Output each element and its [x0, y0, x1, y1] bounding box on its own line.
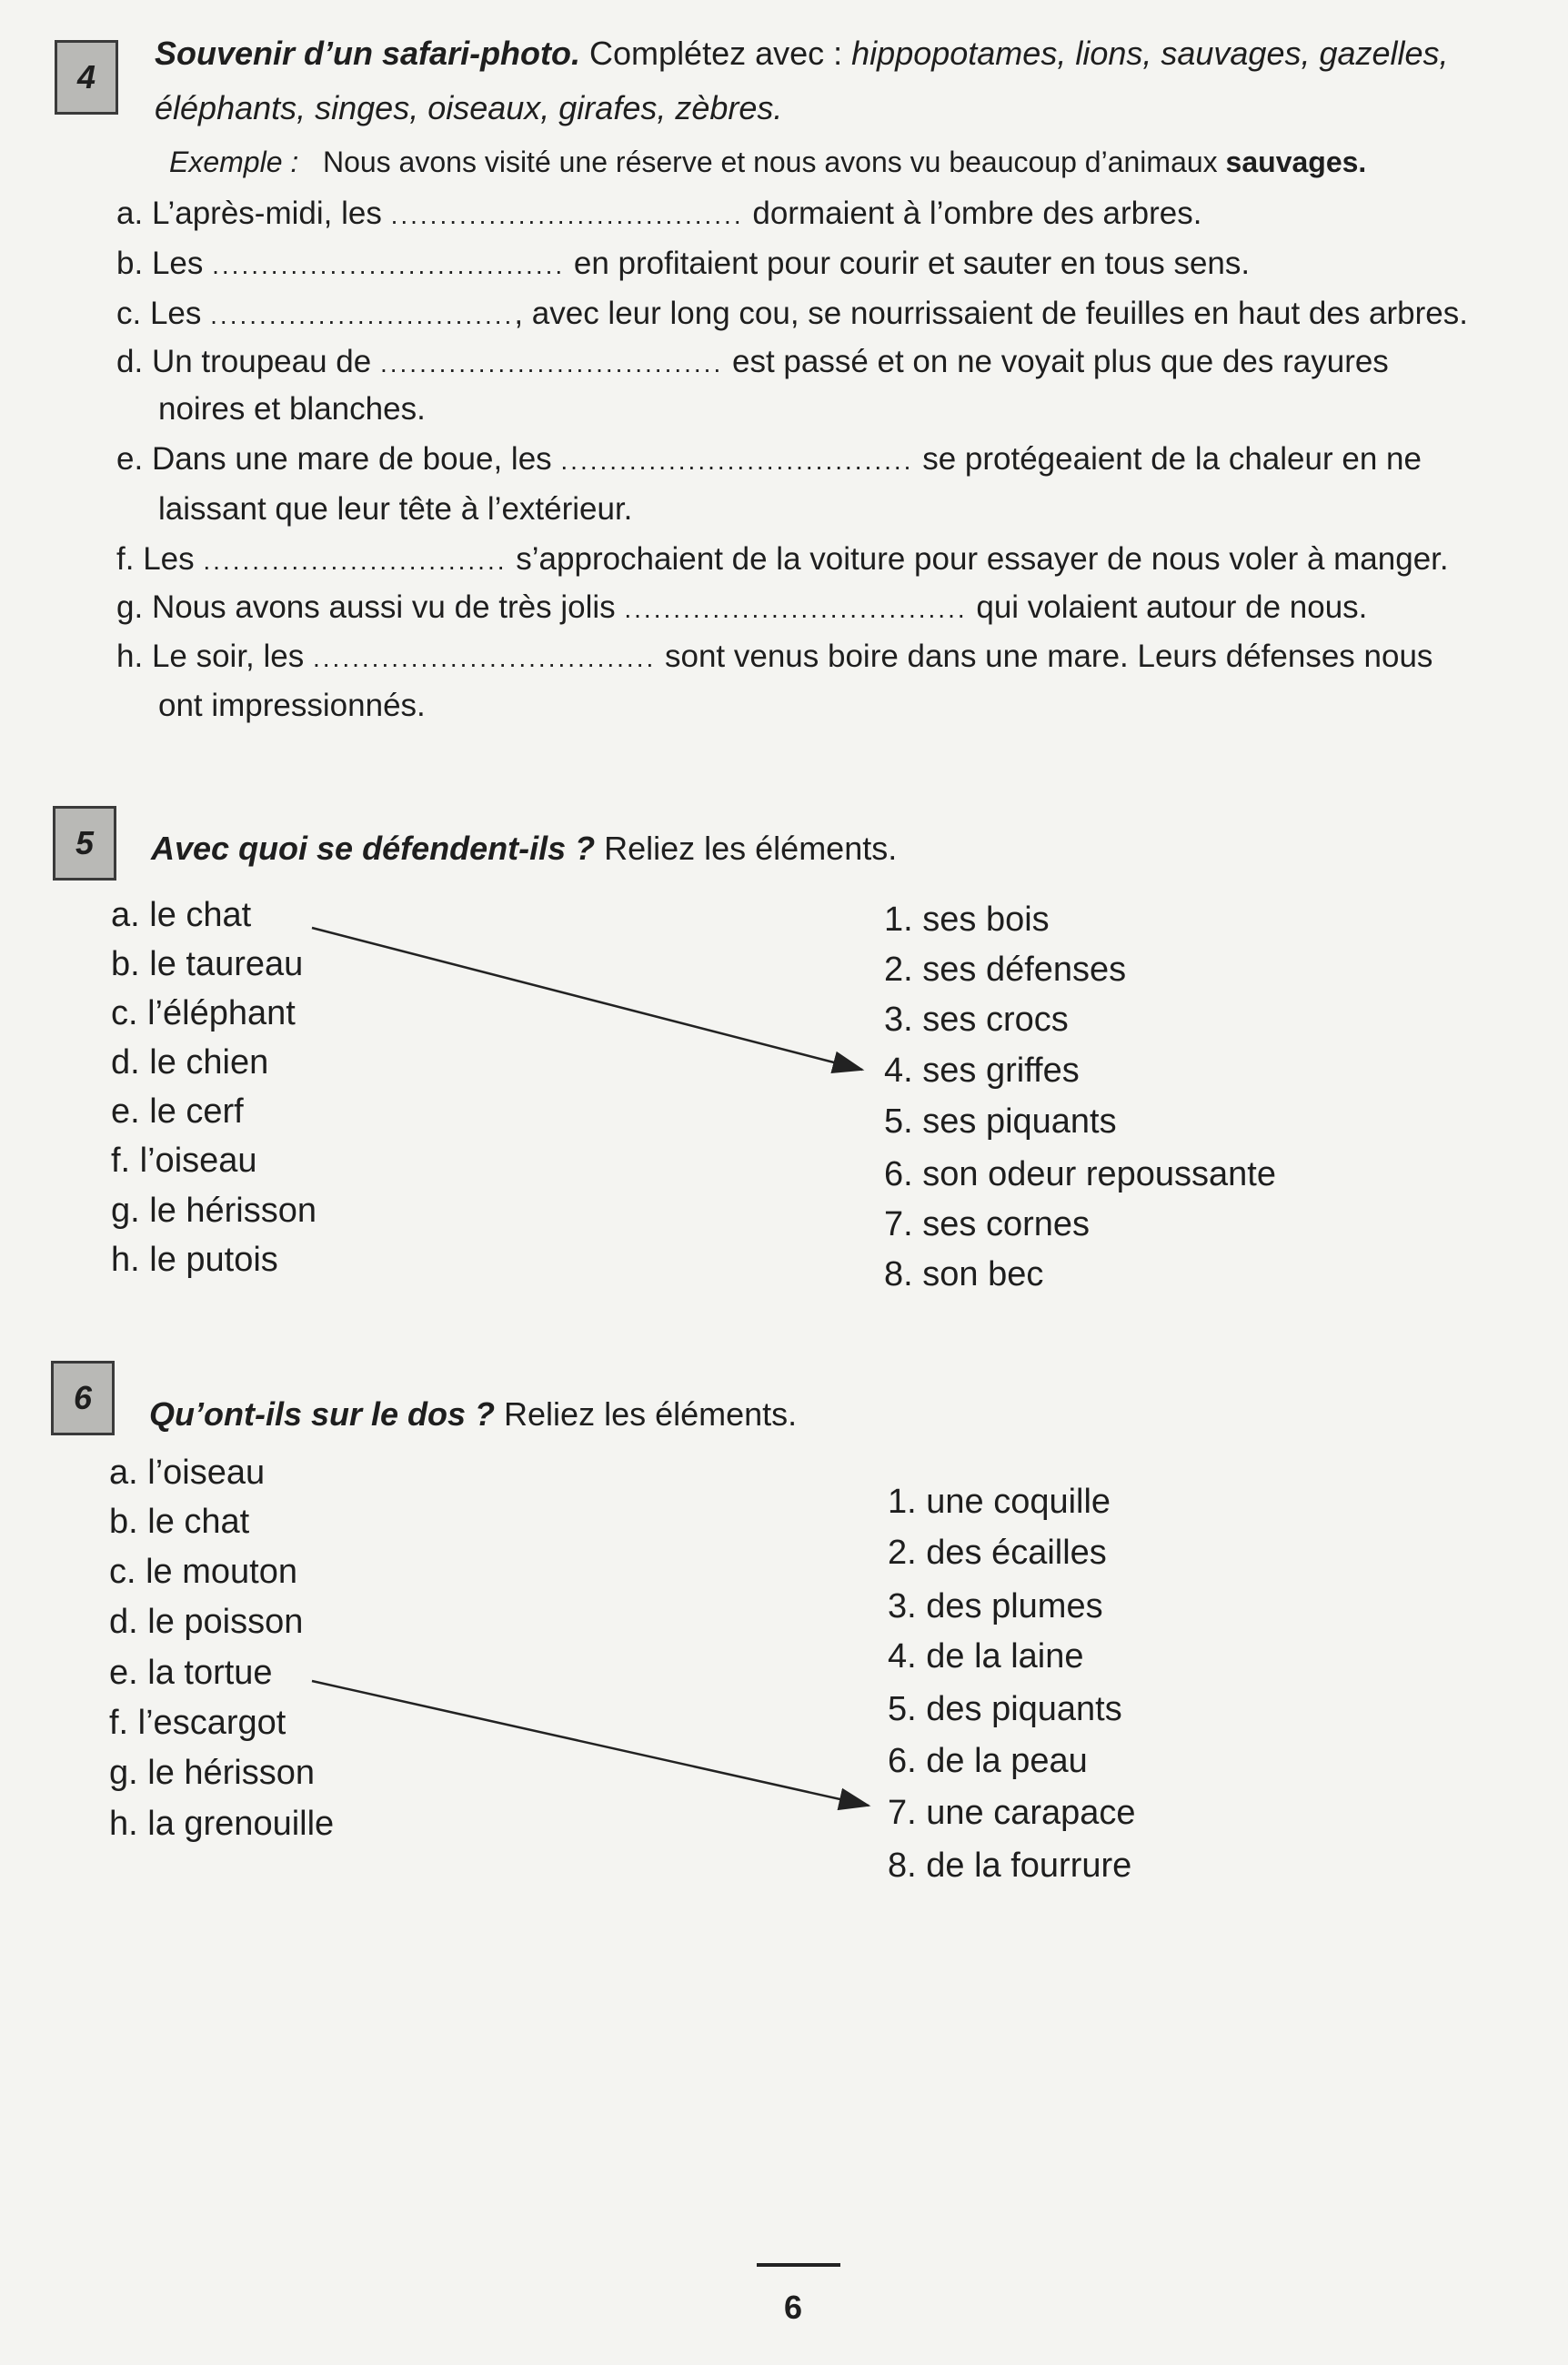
exercise-6-left-item[interactable]: g. le hérisson — [109, 1754, 316, 1792]
exercise-6-title-plain: Reliez les éléments. — [495, 1395, 798, 1433]
exercise-5-right-item[interactable]: 6. son odeur repoussante — [884, 1155, 1276, 1193]
exercise-4-item-d-cont: noires et blanches. — [158, 391, 426, 427]
exercise-5-number: 5 — [75, 824, 95, 861]
item-before: Les — [143, 541, 195, 577]
item-letter: h. — [116, 639, 144, 674]
exercise-5-title-plain: Reliez les éléments. — [595, 830, 898, 867]
exercise-4-title-bold: Souvenir d’un safari-photo. — [155, 35, 581, 72]
answer-blank[interactable]: ............................... — [203, 547, 508, 575]
exercise-4-number: 4 — [76, 58, 96, 96]
exercise-6-example-arrow — [312, 1681, 869, 1806]
answer-blank[interactable]: ................................... — [312, 644, 657, 672]
exercise-6-right-item[interactable]: 2. des écailles — [888, 1534, 1107, 1572]
exercise-5-left-item[interactable]: d. le chien — [111, 1043, 269, 1082]
exercise-5-left-item[interactable]: g. le hérisson — [111, 1192, 317, 1230]
exercise-5-left-item[interactable]: f. l’oiseau — [111, 1142, 257, 1180]
item-letter: a. — [116, 196, 144, 231]
item-after: qui volaient autour de nous. — [976, 589, 1368, 625]
exercise-4-example-answer: sauvages. — [1225, 146, 1367, 178]
item-before: Les — [151, 246, 204, 281]
exercise-6-left-item[interactable]: h. la grenouille — [109, 1805, 335, 1843]
exercise-5-left-item[interactable]: b. le taureau — [111, 945, 304, 983]
item-before: Nous avons aussi vu de très jolis — [151, 589, 616, 625]
exercise-6-right-item[interactable]: 8. de la fourrure — [888, 1847, 1132, 1885]
item-letter: d. — [116, 344, 144, 379]
exercise-6-right-item[interactable]: 4. de la laine — [888, 1637, 1084, 1676]
exercise-4-word-list-1: hippopotames, lions, sauvages, gazelles, — [851, 35, 1449, 72]
answer-blank[interactable]: ............................... — [210, 301, 515, 329]
item-after: en profitaient pour courir et sauter en tous sens. — [573, 246, 1251, 281]
exercise-5-left-item[interactable]: e. le cerf — [111, 1092, 244, 1131]
exercise-6-number: 6 — [73, 1379, 93, 1416]
exercise-5-right-item[interactable]: 1. ses bois — [884, 901, 1050, 939]
exercise-6-left-item[interactable]: c. le mouton — [109, 1553, 297, 1591]
exercise-5-left-item[interactable]: a. le chat — [111, 896, 252, 934]
exercise-4-example-label: Exemple : — [169, 146, 299, 178]
page-number: 6 — [784, 2289, 803, 2326]
exercise-6-title-bold: Qu’ont-ils sur le dos ? — [149, 1395, 496, 1433]
item-letter: b. — [116, 246, 144, 281]
item-letter: g. — [116, 589, 144, 625]
exercise-4-item-e-cont: laissant que leur tête à l’extérieur. — [158, 491, 633, 527]
answer-blank[interactable]: .................................... — [390, 201, 744, 229]
exercise-6-left-item[interactable]: b. le chat — [109, 1503, 250, 1541]
exercise-5-right-item[interactable]: 4. ses griffes — [884, 1052, 1080, 1090]
item-after: , avec leur long cou, se nourrissaient de feuilles en haut des arbres. — [514, 296, 1468, 331]
answer-blank[interactable]: ................................... — [624, 595, 968, 623]
exercise-6-right-item[interactable]: 5. des piquants — [888, 1690, 1122, 1728]
exercise-5-left-item[interactable]: c. l’éléphant — [111, 994, 296, 1032]
item-letter: e. — [116, 441, 144, 477]
item-after: sont venus boire dans une mare. Leurs défenses nous — [665, 639, 1433, 674]
item-before: Dans une mare de boue, les — [151, 441, 552, 477]
exercise-4-title-plain: Complétez avec : — [580, 35, 852, 72]
answer-blank[interactable]: .................................... — [212, 251, 566, 279]
page-number-rule — [757, 2263, 840, 2267]
exercise-6-left-item[interactable]: d. le poisson — [109, 1603, 304, 1641]
exercise-5-example-arrow — [312, 928, 862, 1070]
item-after: dormaient à l’ombre des arbres. — [752, 196, 1202, 231]
exercise-5-right-item[interactable]: 7. ses cornes — [884, 1205, 1090, 1243]
exercise-6-left-item[interactable]: e. la tortue — [109, 1654, 273, 1692]
exercise-4-word-list-2: éléphants, singes, oiseaux, girafes, zèbres. — [155, 89, 783, 126]
item-after: s’approchaient de la voiture pour essayer de nous voler à manger. — [516, 541, 1449, 577]
exercise-5-left-item[interactable]: h. le putois — [111, 1241, 278, 1279]
answer-blank[interactable]: ................................... — [379, 349, 724, 377]
exercise-6-right-item[interactable]: 3. des plumes — [888, 1587, 1103, 1625]
item-letter: f. — [116, 541, 135, 577]
exercise-5-right-item[interactable]: 3. ses crocs — [884, 1001, 1069, 1039]
item-before: Le soir, les — [151, 639, 305, 674]
item-letter: c. — [116, 296, 142, 331]
answer-blank[interactable]: .................................... — [560, 447, 914, 475]
item-before: Les — [149, 296, 202, 331]
exercise-5-right-item[interactable]: 2. ses défenses — [884, 951, 1127, 989]
exercise-6-left-item[interactable]: f. l’escargot — [109, 1704, 286, 1742]
exercise-6-right-item[interactable]: 6. de la peau — [888, 1742, 1088, 1780]
exercise-6-right-item[interactable]: 7. une carapace — [888, 1794, 1136, 1832]
exercise-4-example-text: Nous avons visité une réserve et nous avons vu beaucoup d’animaux — [322, 146, 1218, 178]
item-before: Un troupeau de — [151, 344, 372, 379]
exercise-5-right-item[interactable]: 8. son bec — [884, 1255, 1044, 1293]
item-after: est passé et on ne voyait plus que des rayures — [731, 344, 1389, 379]
exercise-4-item-h-cont: ont impressionnés. — [158, 688, 426, 723]
exercise-6-right-item[interactable]: 1. une coquille — [888, 1483, 1111, 1521]
exercise-5-title-bold: Avec quoi se défendent-ils ? — [151, 830, 596, 867]
item-after: se protégeaient de la chaleur en ne — [922, 441, 1422, 477]
item-before: L’après-midi, les — [151, 196, 382, 231]
exercise-5-right-item[interactable]: 5. ses piquants — [884, 1102, 1117, 1141]
exercise-6-left-item[interactable]: a. l’oiseau — [109, 1454, 266, 1492]
